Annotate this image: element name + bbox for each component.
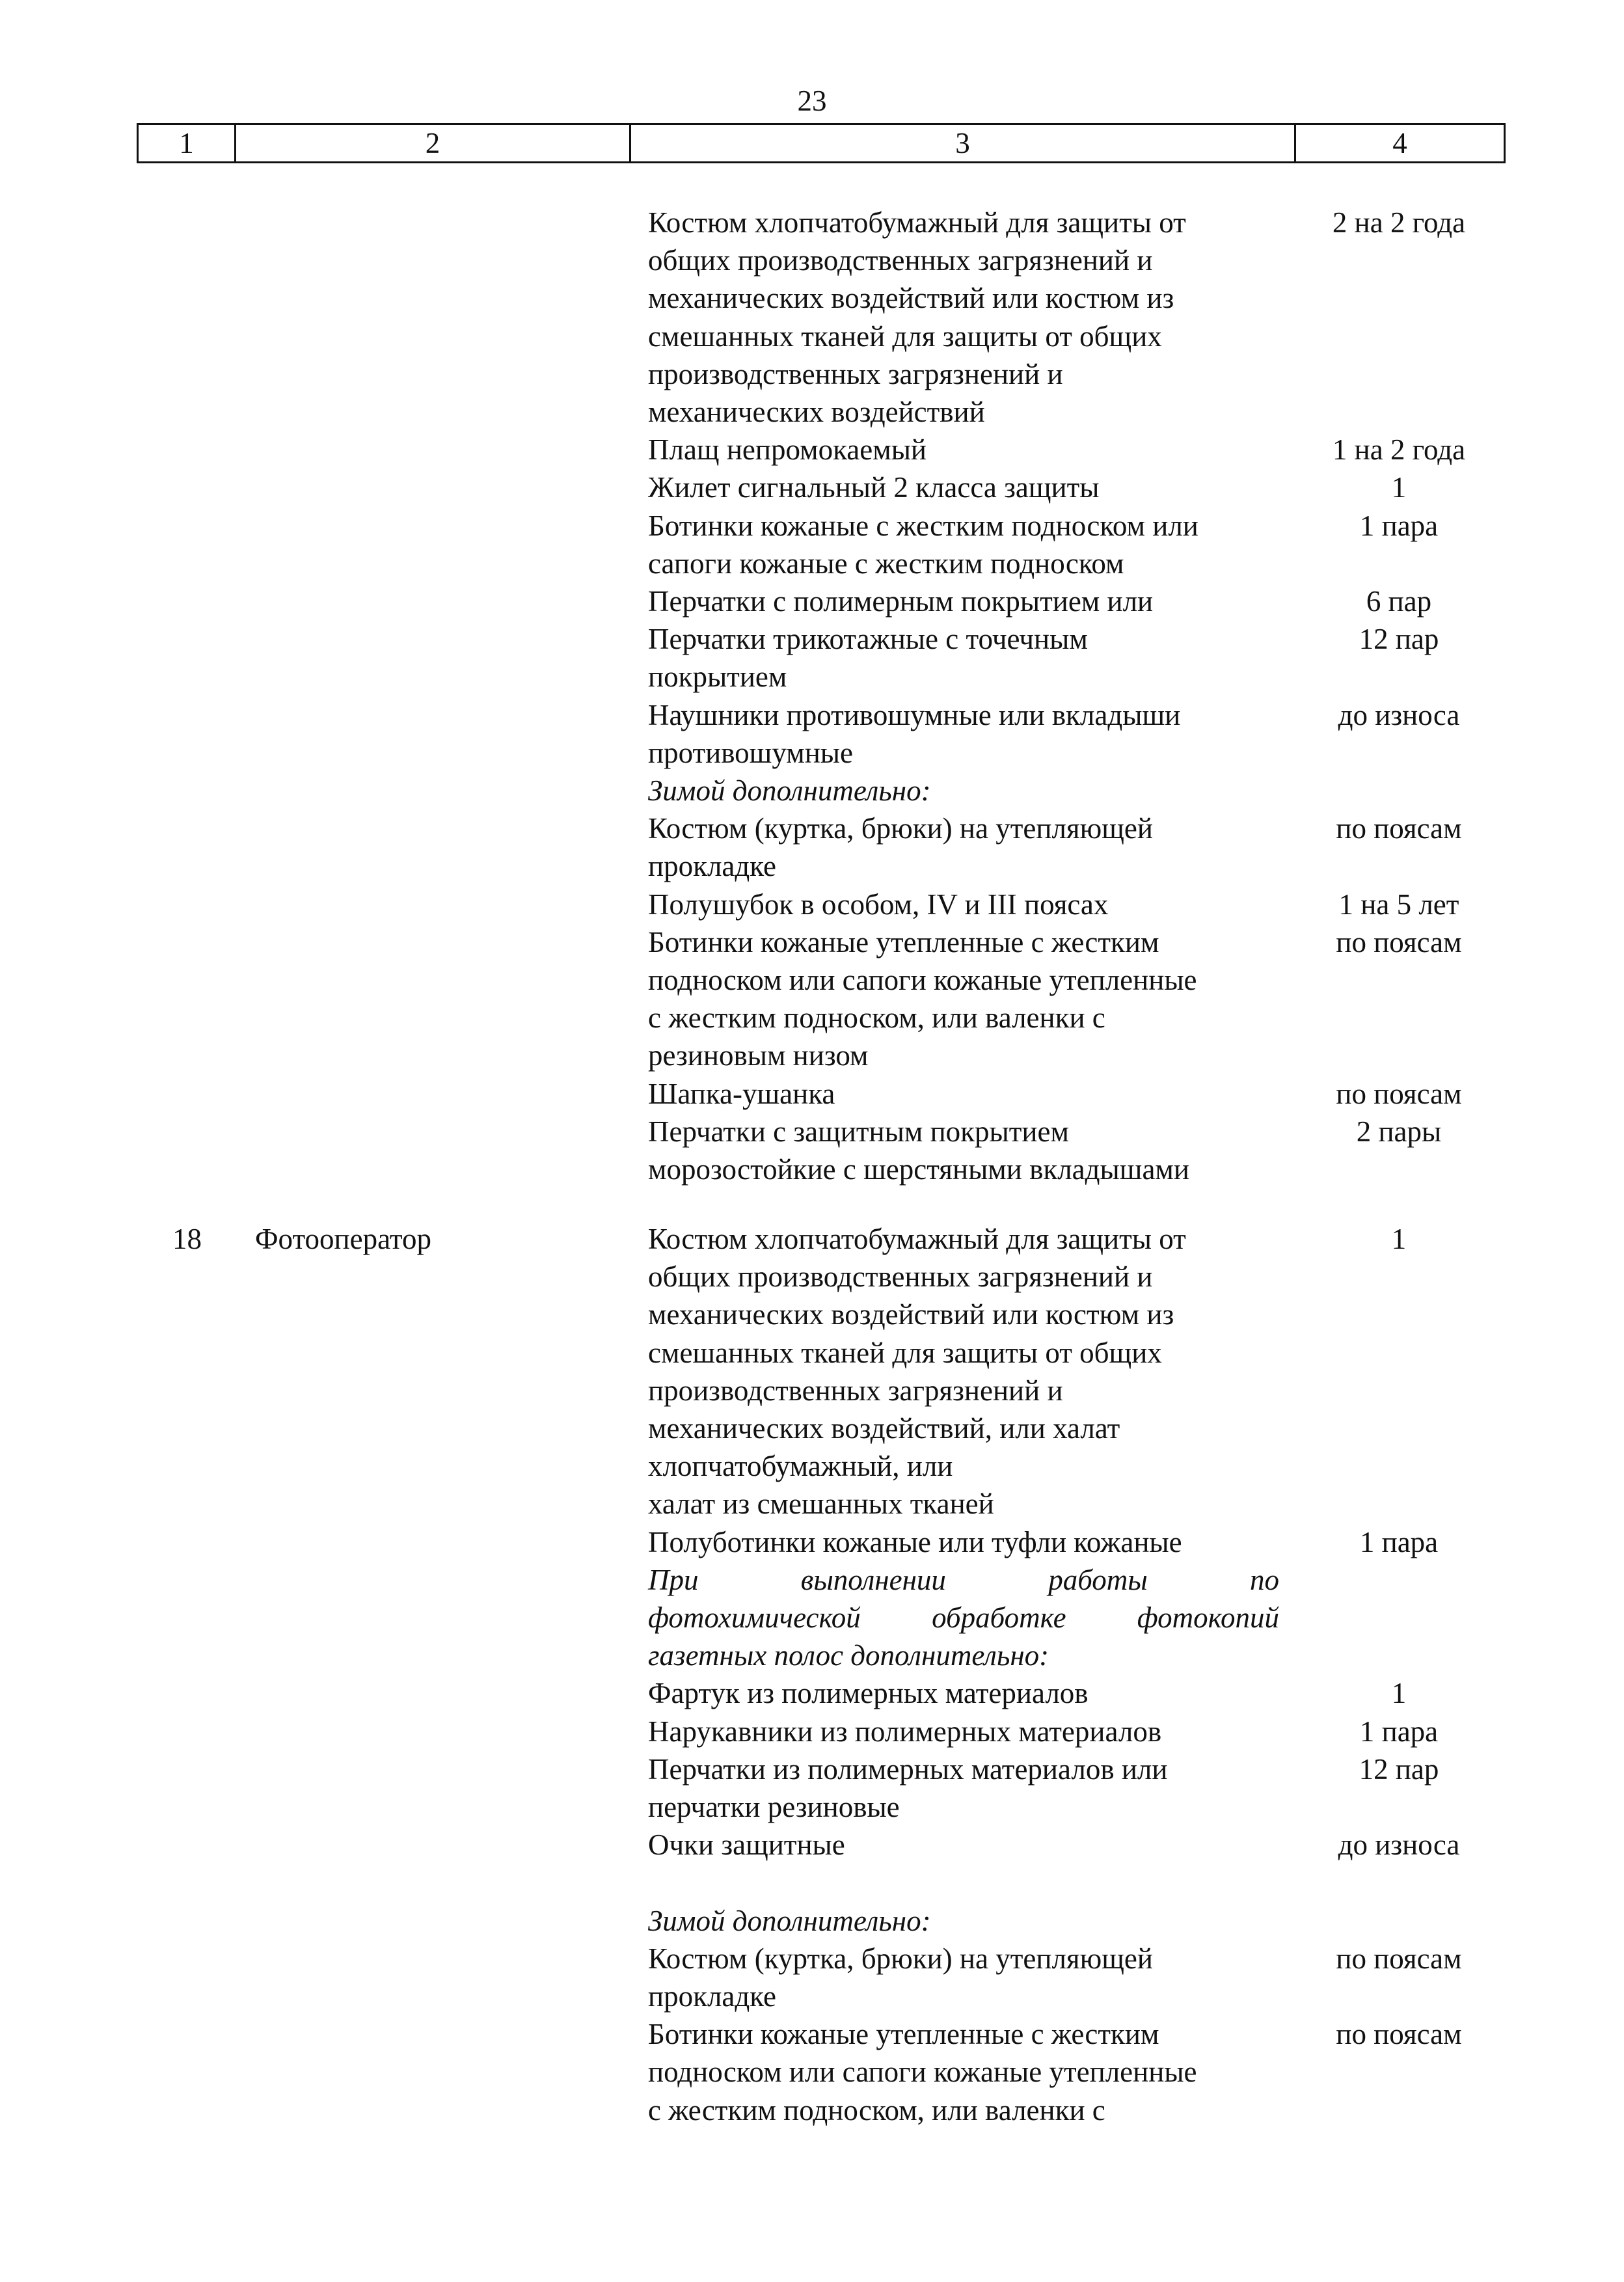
table-row [0,1447,1624,1485]
item-text: Шапка-ушанка [648,1077,835,1110]
table-row [0,1113,1624,1150]
item-text: сапоги кожаные с жестким подноском [648,547,1124,580]
column-header-3: 3 [631,125,1296,161]
table-row [0,1075,1624,1113]
item-text: Фартук из полимерных материалов [648,1677,1089,1710]
table-row [0,809,1624,847]
note-line [648,1599,1279,1637]
table-row [0,1150,1624,1188]
item-quantity: 1 [1391,1223,1407,1255]
item-quantity: по поясам [1336,1077,1462,1110]
item-text: Полушубок в особом, IV и III поясах [648,888,1109,921]
item-text: Наушники противошумные или вкладыши [648,698,1181,731]
item-text: прокладке [648,850,776,883]
table-row [0,1037,1624,1074]
item-quantity: 1 [1391,1677,1407,1710]
table-row [0,1599,1624,1637]
item-text: смешанных тканей для защиты от общих [648,319,1162,353]
item-text: подноском или сапоги кожаные утепленные [648,964,1197,996]
item-text: Жилет сигнальный 2 класса защиты [648,471,1100,504]
item-text: Перчатки с полимерным покрытием или [648,585,1154,618]
item-quantity: 2 на 2 года [1332,206,1466,239]
table-row [0,469,1624,506]
table-row [0,1750,1624,1788]
item-text: с жестким подноском, или валенки с [648,1001,1105,1035]
table-row [0,204,1624,241]
item-quantity: 2 пары [1356,1115,1442,1148]
note-word: работы [1048,1563,1148,1596]
item-text: механических воздействий [648,396,985,428]
item-text: подноском или сапоги кожаные утепленные [648,2056,1197,2089]
item-text: Костюм хлопчатобумажный для защиты от [648,206,1186,239]
section-label: Зимой дополнительно: [648,1904,931,1937]
table-row [0,1674,1624,1712]
item-quantity: 6 пар [1366,585,1432,618]
table-row [0,1220,1624,1258]
table-row [0,1940,1624,1977]
note-line: газетных полос дополнительно: [648,1639,1049,1672]
page-number: 23 [797,85,827,117]
item-quantity: по поясам [1336,812,1462,845]
table-row [0,886,1624,923]
item-text: прокладке [648,1980,776,2013]
item-text: механических воздействий или костюм из [648,1298,1174,1331]
table-row [0,1977,1624,2015]
item-text: Ботинки кожаные утепленные с жестким [648,925,1159,958]
item-quantity: 1 пара [1359,1715,1439,1748]
item-text: Костюм хлопчатобумажный для защиты от [648,1223,1186,1255]
table-row [0,1296,1624,1333]
column-header-4: 4 [1392,127,1407,159]
note-word: фотохимической [648,1601,861,1634]
item-text: Полуботинки кожаные или туфли кожаные [648,1525,1182,1558]
note-word: При [648,1563,699,1596]
item-text: Нарукавники из полимерных материалов [648,1715,1162,1748]
table-row [0,1409,1624,1447]
table-row [0,1637,1624,1674]
note-word: фотокопий [1137,1601,1279,1634]
profession-name: Фотооператор [255,1223,431,1255]
table-row [0,355,1624,393]
item-text: резиновым низом [648,1039,869,1072]
item-text: смешанных тканей для защиты от общих [648,1336,1162,1369]
item-quantity: 12 пар [1359,1752,1439,1786]
table-row [0,923,1624,961]
table-row [0,696,1624,734]
note-word: выполнении [800,1563,946,1596]
table-row [0,431,1624,469]
item-text: покрытием [648,660,787,694]
item-quantity: по поясам [1336,2018,1462,2051]
table-row [0,241,1624,279]
item-text: производственных загрязнений и [648,1374,1063,1407]
item-text: Перчатки трикотажные с точечным [648,623,1088,656]
table-row [0,318,1624,355]
item-text: Ботинки кожаные утепленные с жестким [648,2018,1159,2051]
table-row [0,772,1624,809]
note-line [648,1561,1279,1599]
item-quantity: до износа [1338,698,1460,731]
table-row [0,1713,1624,1750]
table-row [0,1523,1624,1561]
item-text: Очки защитные [648,1828,845,1862]
item-quantity: 12 пар [1359,623,1439,656]
item-text: производственных загрязнений и [648,357,1063,390]
table-row [0,2015,1624,2053]
item-quantity: до износа [1338,1828,1460,1862]
table-row [0,1334,1624,1372]
table-row [0,1788,1624,1826]
item-text: общих производственных загрязнений и [648,244,1153,277]
table-row [0,2053,1624,2091]
item-text: общих производственных загрязнений и [648,1260,1153,1294]
item-text: с жестким подноском, или валенки с [648,2093,1105,2126]
column-header-1: 1 [139,125,236,161]
table-row [0,1561,1624,1599]
item-text: хлопчатобумажный, или [648,1450,953,1483]
table-row [0,1485,1624,1523]
table-row [0,620,1624,658]
table-row [0,507,1624,545]
section-label: Зимой дополнительно: [648,774,931,807]
item-quantity: 1 [1391,471,1407,504]
item-text: морозостойкие с шерстяными вкладышами [648,1153,1189,1186]
table-row [0,582,1624,620]
table-row [0,847,1624,885]
item-text: Плащ непромокаемый [648,433,927,467]
item-quantity: 1 на 2 года [1332,433,1466,467]
item-quantity: 1 пара [1359,509,1439,542]
item-quantity: по поясам [1336,925,1462,958]
item-text: механических воздействий, или халат [648,1412,1120,1445]
column-header-2: 2 [236,125,631,161]
item-text: Костюм (куртка, брюки) на утепляющей [648,1942,1153,1975]
table-row [0,734,1624,772]
table-row [0,961,1624,999]
item-quantity: по поясам [1336,1942,1462,1975]
item-text: противошумные [648,736,853,769]
table-row [0,279,1624,317]
row-number: 18 [172,1223,202,1255]
item-quantity: 1 пара [1359,1525,1439,1558]
item-quantity: 1 на 5 лет [1338,888,1459,921]
item-text: механических воздействий или костюм из [648,282,1174,315]
note-word: обработке [932,1601,1066,1634]
table-row [0,1826,1624,1864]
table-row [0,393,1624,431]
item-text: халат из смешанных тканей [648,1487,994,1521]
table-row [0,658,1624,696]
item-text: перчатки резиновые [648,1791,900,1823]
item-text: Перчатки с защитным покрытием [648,1115,1069,1148]
item-text: Перчатки из полимерных материалов или [648,1752,1168,1786]
table-row [0,1258,1624,1296]
table-row [0,2091,1624,2129]
table-row [0,999,1624,1037]
table-row [0,1372,1624,1409]
table-row [0,545,1624,582]
item-text: Ботинки кожаные с жестким подноском или [648,509,1198,542]
table-row [0,1902,1624,1940]
note-word: по [1250,1563,1279,1596]
table-column-header [137,123,1506,163]
item-text: Костюм (куртка, брюки) на утепляющей [648,812,1153,845]
